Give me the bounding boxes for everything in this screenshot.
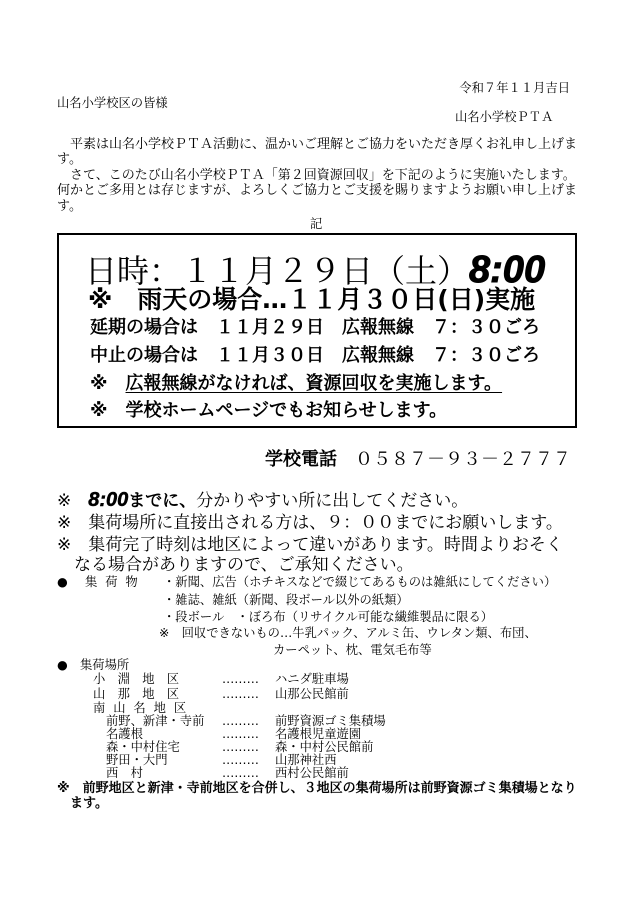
issue-date: 令和７年１１月吉日 xyxy=(459,81,570,95)
collection-place-row xyxy=(0,767,640,781)
area-name: 西 村 xyxy=(106,766,143,780)
no-broadcast-notice xyxy=(90,375,502,393)
district-name: 小 淵 地 区 xyxy=(93,672,180,686)
completion-note-line: ※ 集荷完了時刻は地区によって違いがあります。時間よりおそく xyxy=(57,535,563,555)
items-label: 集 荷 物 xyxy=(85,575,138,589)
greeting-line: 何かとご多用とは存じますが、よろしくご協力とご支援を賜りますようお願い申し上げま xyxy=(57,183,578,198)
schedule-box xyxy=(57,233,577,428)
direct-delivery-note: ※ 集荷場所に直接出される方は、９：００までにお願いします。 xyxy=(57,513,563,533)
collection-item-line: ・段ボール ・ぼろ布（リサイクル可能な繊維製品に限る） xyxy=(163,610,494,624)
place-location: 山那神社西 xyxy=(275,753,337,767)
district-name: 山 那 地 区 xyxy=(93,687,180,701)
school-phone-label: 学校電話 xyxy=(265,449,337,470)
place-location: 西村公民館前 xyxy=(275,766,349,780)
deadline-bold: までに、 xyxy=(128,491,197,511)
greeting-line: さて、このたび山名小学校ＰＴＡ「第２回資源回収」を下記のように実施いたします。 xyxy=(57,168,576,183)
bullet-icon: ● xyxy=(57,575,68,589)
places-label: 集荷場所 xyxy=(80,658,130,672)
no-broadcast-text: 広報無線がなければ、資源回収を実施します。 xyxy=(125,373,503,394)
recipient: 山名小学校区の皆様 xyxy=(57,96,168,110)
area-name: 野田・大門 xyxy=(106,753,168,767)
collection-place-row xyxy=(0,688,640,702)
deadline-rest: 分かりやすい所に出してください。 xyxy=(196,491,469,511)
postponed-notice: 延期の場合は １１月２９日 広報無線 ７：３０ごろ xyxy=(90,317,540,338)
area-name: 森・中村住宅 xyxy=(106,740,180,754)
collection-item-line: ・雑誌、雑紙（新聞、段ボール以外の紙類） xyxy=(163,593,409,607)
leader-dots: ……… xyxy=(222,672,259,686)
leader-dots: ……… xyxy=(222,687,259,701)
leader-dots: ……… xyxy=(222,766,259,780)
completion-note-line: なる場合がありますので、ご承知ください。 xyxy=(57,555,414,575)
leader-dots: ……… xyxy=(222,740,259,754)
deadline-time: 8:00 xyxy=(88,489,129,511)
place-location: 山那公民館前 xyxy=(275,687,349,701)
sender: 山名小学校ＰＴＡ xyxy=(455,110,554,124)
event-date: 日時：１１月２９日（土） xyxy=(85,252,470,290)
greeting-line: す。 xyxy=(57,199,82,214)
merge-note-line: ※ 前野地区と新津・寺前地区を合併し、３地区の集荷場所は前野資源ゴミ集積場となり xyxy=(57,781,577,796)
leader-dots: ……… xyxy=(222,727,259,741)
ki-heading: 記 xyxy=(310,217,323,231)
greeting-line: 平素は山名小学校ＰＴＡ活動に、温かいご理解とご協力をいただき厚くお礼申し上げま xyxy=(57,137,578,152)
collection-item-line: ・新聞、広告（ホチキスなどで綴じてあるものは雑紙にしてください） xyxy=(163,575,557,589)
place-location: ハニダ駐車場 xyxy=(275,672,349,686)
note-mark: ※ xyxy=(57,491,89,511)
not-accepted-line: ※ 回収できないもの…牛乳パック、アルミ缶、ウレタン類、布団、 xyxy=(159,626,537,640)
collection-place-row xyxy=(0,673,640,687)
not-accepted-line: カーペット、枕、電気毛布等 xyxy=(273,643,432,657)
school-phone xyxy=(265,451,571,469)
place-location: 前野資源ゴミ集積場 xyxy=(275,714,386,728)
cancelled-notice: 中止の場合は １１月３０日 広報無線 ７：３０ごろ xyxy=(90,345,540,366)
note-mark: ※ xyxy=(90,373,126,394)
rain-date: ※ 雨天の場合…１１月３０日(日)実施 xyxy=(88,285,536,314)
event-datetime xyxy=(85,251,545,289)
deadline-note xyxy=(57,490,468,510)
district-name: 南 山 名 地 区 xyxy=(93,701,187,715)
leader-dots: ……… xyxy=(222,714,259,728)
homepage-notice: ※ 学校ホームページでもお知らせします。 xyxy=(90,400,448,421)
place-location: 名護根児童遊園 xyxy=(275,727,362,741)
event-start-time: 8:00 xyxy=(469,249,546,291)
merge-note-line: ます。 xyxy=(70,796,108,811)
school-phone-number: ０５８７－９３－２７７７ xyxy=(355,449,571,470)
bullet-icon: ● xyxy=(57,658,68,672)
leader-dots: ……… xyxy=(222,753,259,767)
area-name: 名護根 xyxy=(106,727,143,741)
school-phone-space xyxy=(337,449,355,470)
greeting-line: す。 xyxy=(57,152,82,167)
area-name: 前野、新津・寺前 xyxy=(106,714,205,728)
place-location: 森・中村公民館前 xyxy=(275,740,374,754)
